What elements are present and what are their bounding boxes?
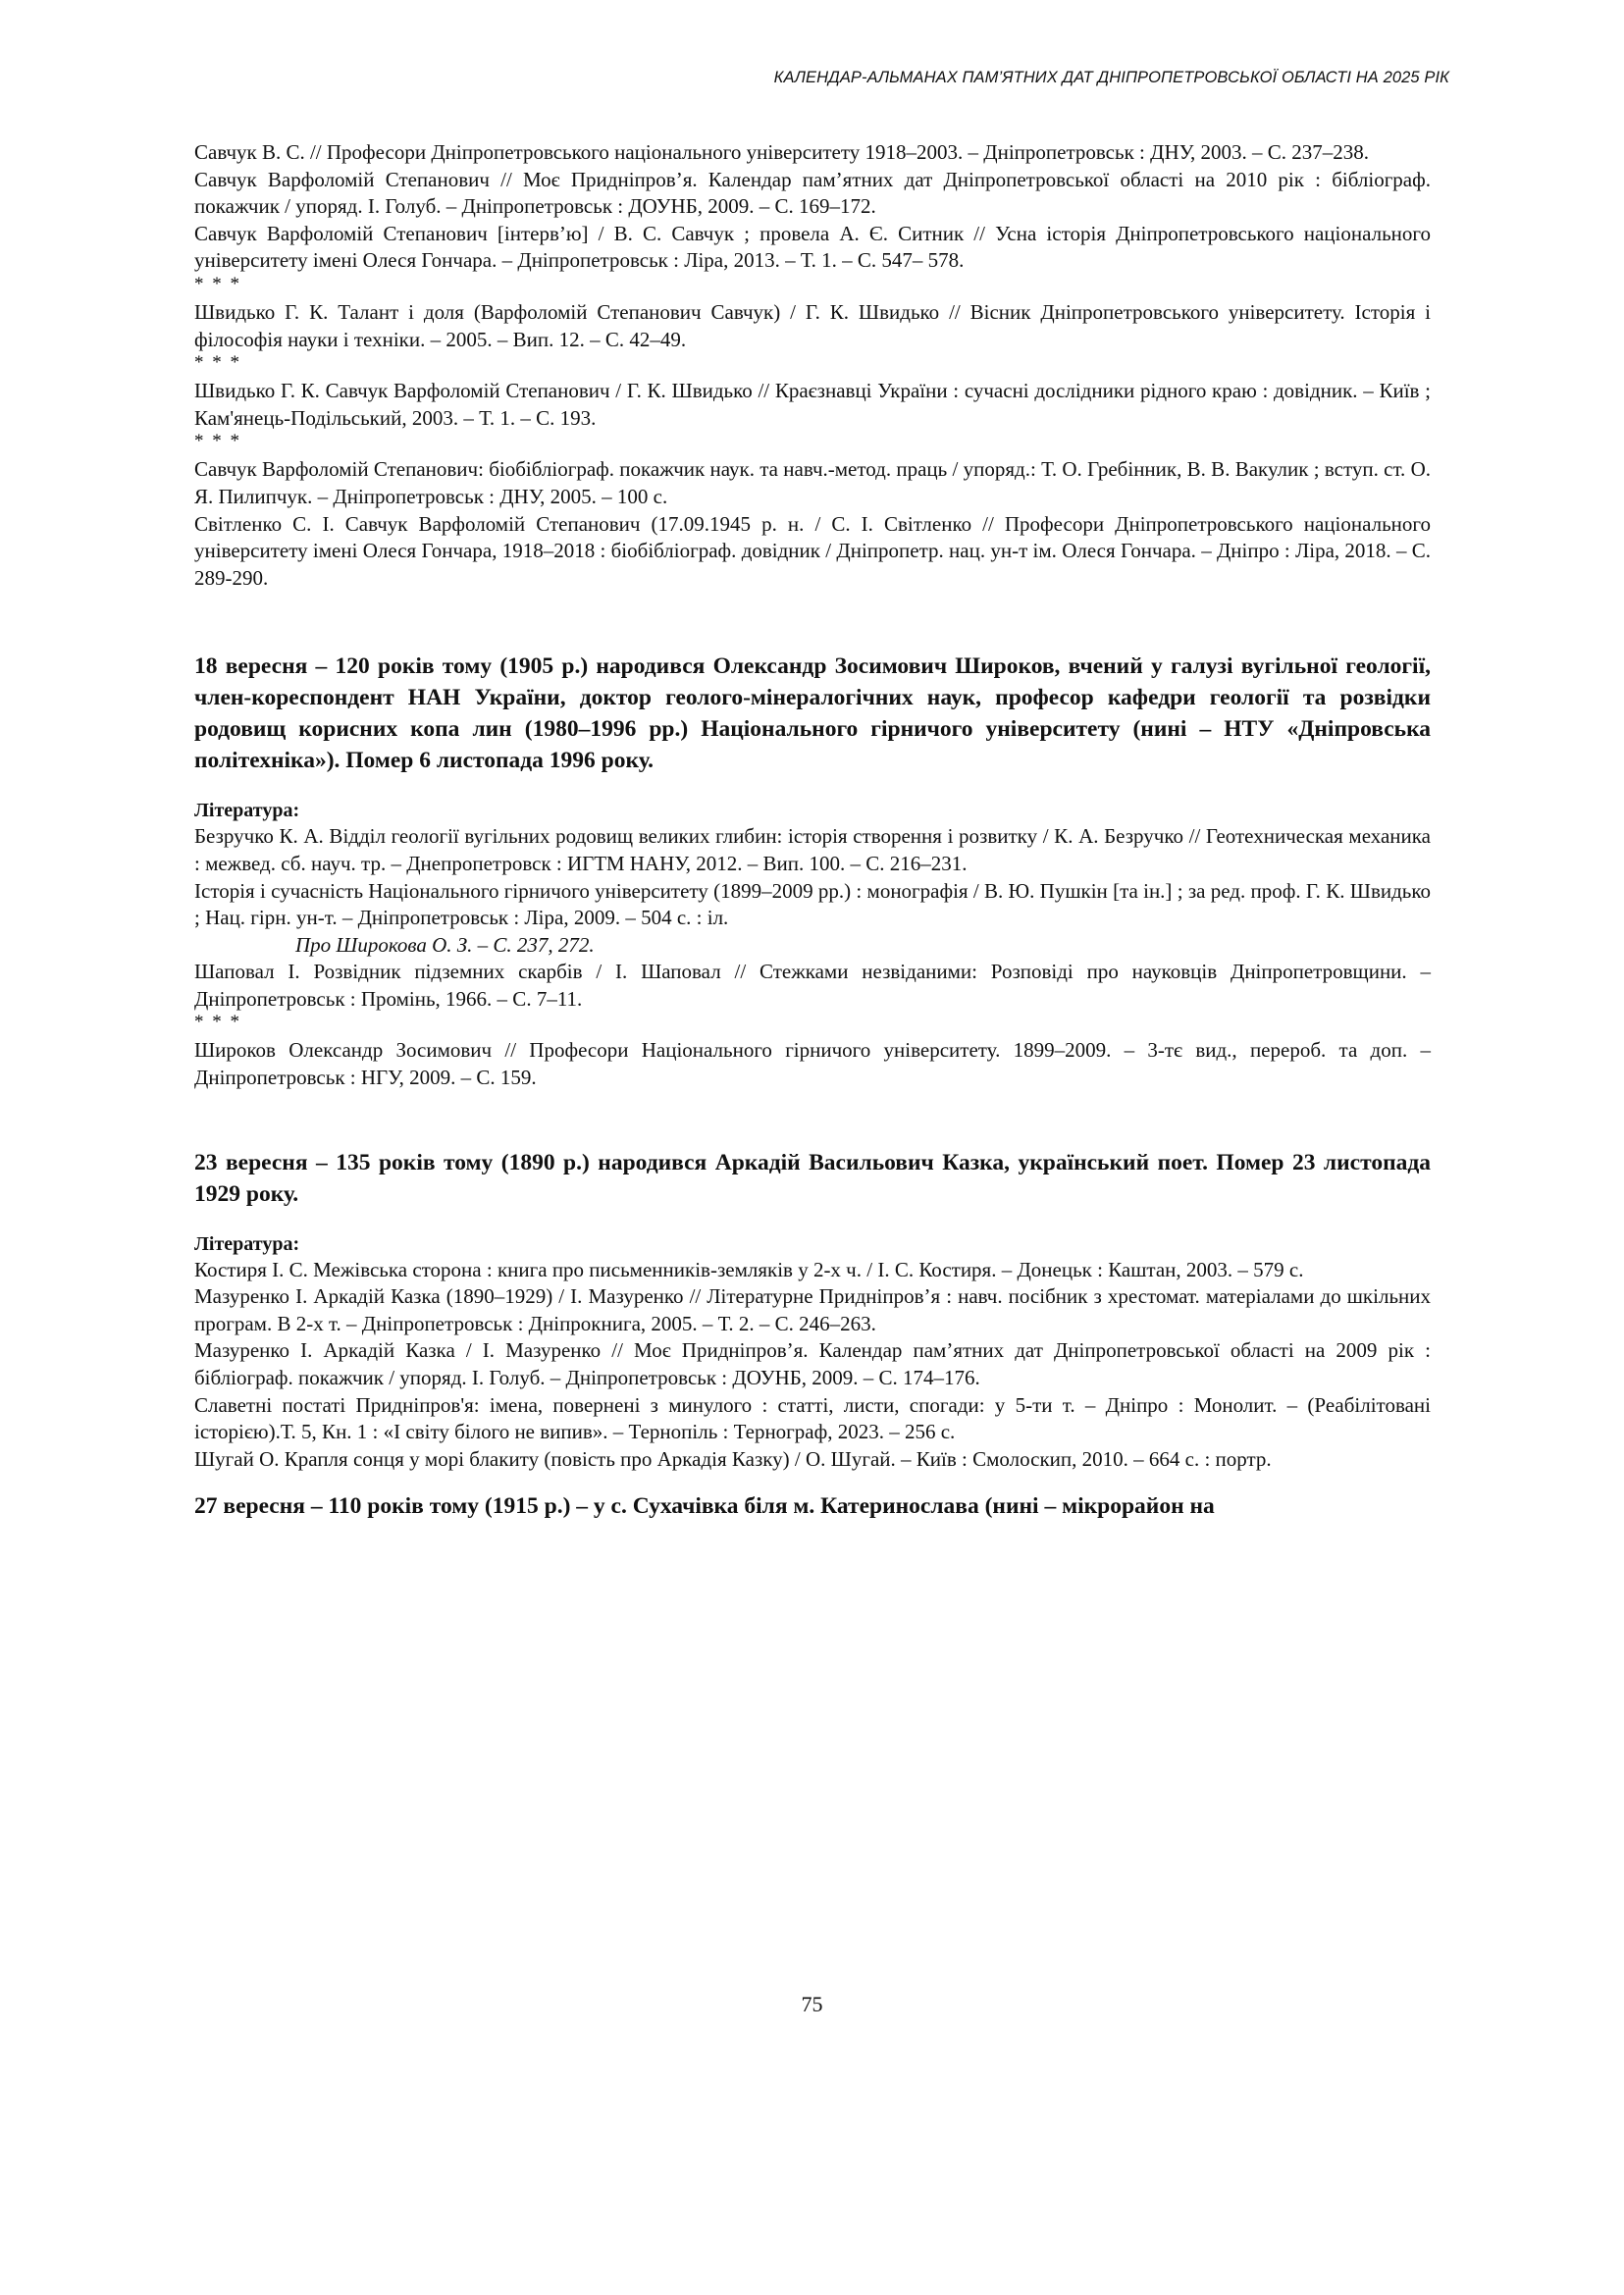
separator: * * * <box>194 273 241 294</box>
event-heading-27: 27 вересня – 110 років тому (1915 р.) – у с. Сухачівка біля м. Катеринослава (нині – мікрорайон на <box>194 1493 1215 1520</box>
bibliography-entry: Савчук Варфоломій Степанович [інтерв’ю] / В. С. Савчук ; провела А. Є. Ситник // Усна історія Дніпропетровського національного університету імені Олеся Гончара. – Дніпропетровськ : Ліра, 2013. – Т. 1. – С. 547– 578. <box>194 221 1431 273</box>
about-note: Про Широкова О. З. – С. 237, 272. <box>295 932 595 957</box>
event-heading-shyrokov: 18 вересня – 120 років тому (1905 р.) народився Олександр Зосимович Широков, вчений у галузі вугільної геології, член-кореспондент НАН України, доктор геолого-мінералогічних наук, професор кафедри геології та розвідки родовищ корисних копа лин (1980–1996 рр.) Національного гірничого університету (нині – НТУ «Дніпровська політехніка»). Помер 6 листопада 1996 року. <box>194 653 1431 774</box>
separator: * * * <box>194 431 241 452</box>
bibliography-entry: Савчук Варфоломій Степанович: біобібліограф. покажчик наук. та навч.-метод. праць / упоряд.: Т. О. Гребінник, В. В. Вакулик ; вступ. ст. О. Я. Пилипчук. – Дніпропетровськ : ДНУ, 2005. – 100 с. <box>194 457 1431 508</box>
bibliography-entry: Славетні постаті Придніпров'я: імена, повернені з минулого : статті, листи, спогади: у 5-ти т. – Дніпро : Монолит. – (Реабілітовані історією).Т. 5, Кн. 1 : «І світу білого не випив». – Тернопіль : Тернограф, 2023. – 256 с. <box>194 1392 1431 1444</box>
bibliography-entry: Широков Олександр Зосимович // Професори Національного гірничого університету. 1899–2009. – 3-тє вид., перероб. та доп. – Дніпропетровськ : НГУ, 2009. – С. 159. <box>194 1038 1431 1090</box>
bibliography-entry: Савчук В. С. // Професори Дніпропетровського національного університету 1918–2003. – Дніпропетровськ : ДНУ, 2003. – С. 237–238. <box>194 140 1370 164</box>
bibliography-entry: Мазуренко І. Аркадій Казка / І. Мазуренко // Моє Придніпров’я. Календар пам’ятних дат Дніпропетровської області на 2009 рік : бібліограф. покажчик / упоряд. І. Голуб. – Дніпропетровськ : ДОУНБ, 2009. – С. 174–176. <box>194 1338 1431 1390</box>
bibliography-entry: Історія і сучасність Національного гірничого університету (1899–2009 рр.) : монографія / В. Ю. Пушкін [та ін.] ; за ред. проф. Г. К. Швидько ; Нац. гірн. ун-т. – Дніпропетровськ : Ліра, 2009. – 504 с. : іл. <box>194 878 1431 930</box>
bibliography-entry: Шаповал І. Розвідник підземних скарбів / І. Шаповал // Стежками незвіданими: Розповіді про науковців Дніпропетровщини. – Дніпропетровськ : Промінь, 1966. – С. 7–11. <box>194 960 1431 1011</box>
bibliography-entry: Світленко С. І. Савчук Варфоломій Степанович (17.09.1945 р. н. / С. І. Світленко // Професори Дніпропетровського національного університету імені Олеся Гончара, 1918–2018 : біобібліограф. довідник / Дніпропетр. нац. ун-т ім. Олеся Гончара. – Дніпро : Ліра, 2018. – С. 289-290. <box>194 511 1431 590</box>
bibliography-entry: Костиря І. С. Межівська сторона : книга про письменників-земляків у 2-х ч. / І. С. Костиря. – Донецьк : Каштан, 2003. – 579 с. <box>194 1257 1304 1281</box>
event-heading-kazka: 23 вересня – 135 років тому (1890 р.) народився Аркадій Васильович Казка, український поет. Помер 23 листопада 1929 року. <box>194 1149 1431 1207</box>
bibliography-entry: Савчук Варфоломій Степанович // Моє Придніпров’я. Календар пам’ятних дат Дніпропетровської області на 2010 рік : бібліограф. покажчик / упоряд. І. Голуб. – Дніпропетровськ : ДОУНБ, 2009. – С. 169–172. <box>194 167 1431 219</box>
bibliography-entry: Швидько Г. К. Талант і доля (Варфоломій Степанович Савчук) / Г. К. Швидько // Вісник Дніпропетровського університету. Історія і філософія науки і техніки. – 2005. – Вип. 12. – С. 42–49. <box>194 299 1431 351</box>
literature-label: Література: <box>194 800 300 822</box>
bibliography-entry: Мазуренко І. Аркадій Казка (1890–1929) / І. Мазуренко // Літературне Придніпров’я : навч. посібник з хрестомат. матеріалами до шкільних програм. В 2-х т. – Дніпропетровськ : Дніпрокнига, 2005. – Т. 2. – С. 246–263. <box>194 1284 1431 1335</box>
page-content <box>194 139 1431 1522</box>
literature-label: Література: <box>194 1232 300 1255</box>
separator: * * * <box>194 1012 241 1033</box>
bibliography-entry: Безручко К. А. Відділ геології вугільних родовищ великих глибин: історія створення і розвитку / К. А. Безручко // Геотехническая механика : межвед. сб. науч. тр. – Днепропетровск : ИГТМ НАНУ, 2012. – Вип. 100. – С. 216–231. <box>194 824 1431 875</box>
running-header: КАЛЕНДАР-АЛЬМАНАХ ПАМ’ЯТНИХ ДАТ ДНІПРОПЕТРОВСЬКОЇ ОБЛАСТІ НА 2025 РІК <box>773 69 1449 86</box>
bibliography-entry: Швидько Г. К. Савчук Варфоломій Степанович / Г. К. Швидько // Краєзнавці України : сучасні дослідники рідного краю : довідник. – Київ ; Кам'янець-Подільський, 2003. – Т. 1. – С. 193. <box>194 379 1431 430</box>
page-number: 75 <box>801 1992 823 2016</box>
separator: * * * <box>194 352 241 374</box>
bibliography-entry: Шугай О. Крапля сонця у морі блакиту (повість про Аркадія Казку) / О. Шугай. – Київ : Смолоскип, 2010. – 664 с. : портр. <box>194 1446 1272 1471</box>
